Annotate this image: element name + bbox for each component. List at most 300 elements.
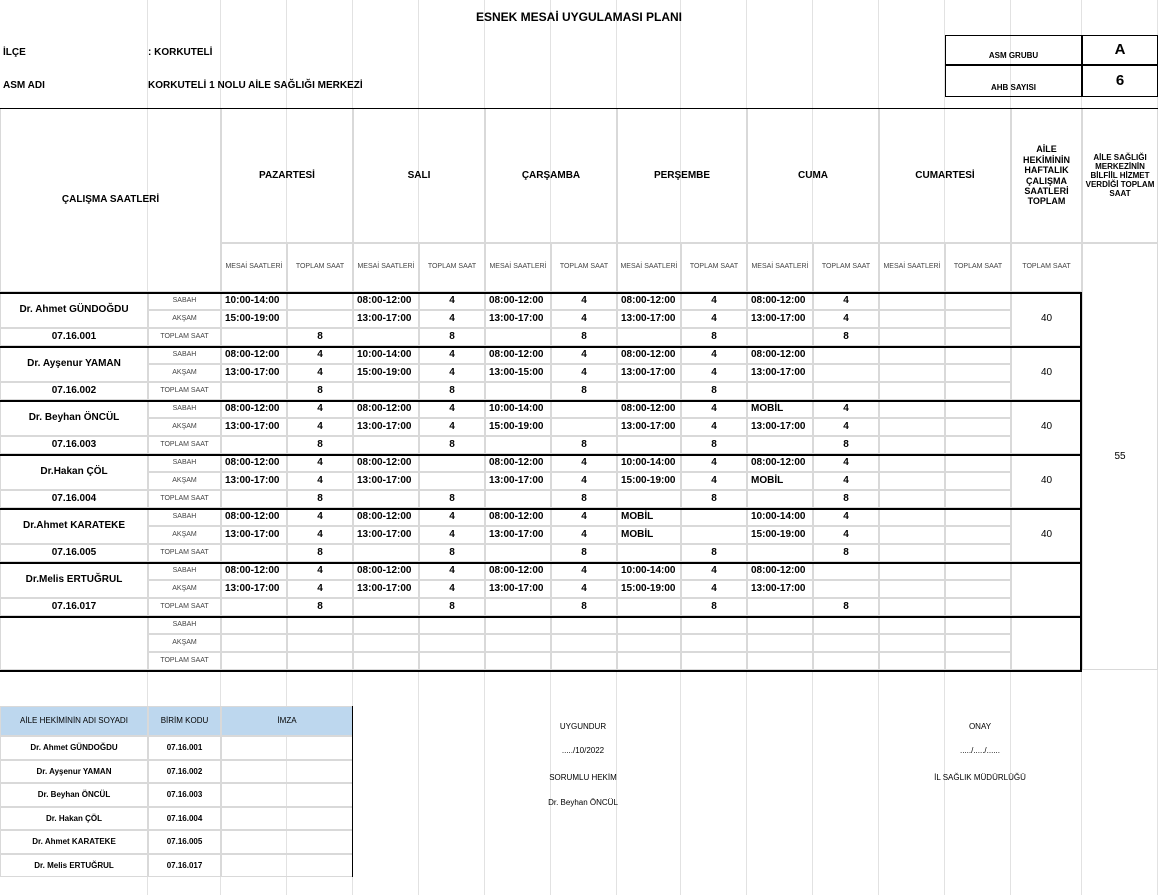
toplam-cell (551, 418, 617, 436)
sig-right-border (352, 706, 353, 877)
mesai-cell: 10:00-14:00 (221, 292, 287, 310)
toplam-cell: 4 (551, 580, 617, 598)
toplam-cell (813, 580, 879, 598)
mesai-cell (353, 598, 419, 616)
toplam-cell (945, 400, 1011, 418)
mesai-cell: 10:00-14:00 (353, 346, 419, 364)
mesai-cell (879, 526, 945, 544)
row-label-aksam: AKŞAM (148, 526, 221, 544)
sig-doctor-code: 07.16.002 (148, 760, 221, 784)
toplam-cell: 4 (681, 418, 747, 436)
mesai-cell: 08:00-12:00 (221, 508, 287, 526)
toplam-cell: 4 (681, 562, 747, 580)
toplam-cell: 4 (813, 400, 879, 418)
toplam-cell: 4 (681, 346, 747, 364)
empty-cell (485, 616, 551, 634)
mesai-cell: 13:00-17:00 (353, 526, 419, 544)
weekly-toplam-saat-header: TOPLAM SAAT (1011, 243, 1082, 292)
mesai-cell: 13:00-17:00 (353, 310, 419, 328)
toplam-cell: 8 (813, 328, 879, 346)
empty-cell (221, 616, 287, 634)
empty-cell (879, 616, 945, 634)
empty-cell (747, 616, 813, 634)
empty-cell (681, 652, 747, 670)
toplam-cell (287, 292, 353, 310)
table-bottom-border (0, 670, 1082, 672)
toplam-cell: 4 (813, 526, 879, 544)
toplam-cell (945, 382, 1011, 400)
day-header: SALI (353, 108, 485, 243)
toplam-cell: 4 (813, 454, 879, 472)
mesai-cell: 13:00-17:00 (617, 310, 681, 328)
mesai-cell (221, 328, 287, 346)
toplam-cell: 4 (287, 400, 353, 418)
empty-cell (813, 616, 879, 634)
empty-cell (353, 634, 419, 652)
empty-cell (287, 634, 353, 652)
doctor-code: 07.16.001 (0, 328, 148, 346)
sig-imza-cell (221, 807, 353, 831)
mesai-cell (617, 490, 681, 508)
doctor-code: 07.16.017 (0, 598, 148, 616)
toplam-cell (945, 562, 1011, 580)
toplam-cell (551, 400, 617, 418)
toplam-cell (945, 598, 1011, 616)
empty-cell (221, 634, 287, 652)
mesai-cell (879, 346, 945, 364)
empty-cell (353, 652, 419, 670)
mesai-cell: 08:00-12:00 (485, 562, 551, 580)
mesai-cell (353, 436, 419, 454)
mesai-cell: 08:00-12:00 (221, 400, 287, 418)
row-label-sabah: SABAH (148, 508, 221, 526)
toplam-cell: 8 (419, 598, 485, 616)
toplam-cell: 4 (287, 364, 353, 382)
empty-cell (617, 634, 681, 652)
ahb-sayisi-value: 6 (1082, 65, 1158, 97)
toplam-cell: 4 (551, 310, 617, 328)
toplam-cell (945, 418, 1011, 436)
mesai-cell (353, 382, 419, 400)
mesai-saatleri-header: MESAİ SAATLERİ (879, 243, 945, 292)
empty-weekly (1011, 616, 1082, 670)
toplam-cell: 8 (681, 382, 747, 400)
toplam-cell (945, 436, 1011, 454)
mesai-cell: 13:00-17:00 (221, 418, 287, 436)
toplam-cell (681, 526, 747, 544)
row-label-sabah: SABAH (148, 400, 221, 418)
toplam-cell: 8 (419, 544, 485, 562)
sig-doctor-name: Dr. Melis ERTUĞRUL (0, 854, 148, 878)
table-right-border (1080, 292, 1082, 670)
empty-block-border (0, 616, 1082, 618)
mesai-cell: 13:00-17:00 (353, 472, 419, 490)
mesai-saatleri-header: MESAİ SAATLERİ (617, 243, 681, 292)
toplam-cell: 8 (551, 382, 617, 400)
doctor-block-border (0, 400, 1082, 402)
toplam-cell: 8 (813, 598, 879, 616)
toplam-cell: 4 (681, 364, 747, 382)
mesai-cell (879, 508, 945, 526)
mesai-cell (747, 328, 813, 346)
mesai-cell (879, 292, 945, 310)
mesai-cell (747, 436, 813, 454)
toplam-cell: 4 (551, 454, 617, 472)
weekly-total-value (1011, 562, 1082, 616)
toplam-cell: 4 (551, 472, 617, 490)
toplam-cell (945, 580, 1011, 598)
mesai-cell (879, 328, 945, 346)
doctor-code: 07.16.002 (0, 382, 148, 400)
mesai-cell: 08:00-12:00 (221, 346, 287, 364)
empty-cell (221, 652, 287, 670)
day-header: CUMARTESİ (879, 108, 1011, 243)
toplam-cell: 4 (681, 580, 747, 598)
toplam-cell: 4 (287, 562, 353, 580)
row-label-aksam: AKŞAM (148, 634, 221, 652)
mesai-cell: 08:00-12:00 (221, 454, 287, 472)
toplam-cell: 4 (681, 292, 747, 310)
row-label-toplam: TOPLAM SAAT (148, 652, 221, 670)
empty-cell (485, 634, 551, 652)
toplam-cell: 4 (813, 508, 879, 526)
mesai-cell (747, 382, 813, 400)
toplam-cell (681, 508, 747, 526)
day-header: PERŞEMBE (617, 108, 747, 243)
toplam-cell (287, 310, 353, 328)
toplam-cell: 8 (681, 490, 747, 508)
mesai-cell (747, 598, 813, 616)
mesai-cell: 13:00-17:00 (353, 418, 419, 436)
center-total-header: AİLE SAĞLIĞI MERKEZİNİN BİLFİİL HİZMET VERDİĞİ TOPLAM SAAT (1082, 108, 1158, 243)
calisma-saatleri-header: ÇALIŞMA SAATLERİ (0, 108, 221, 292)
row-label-aksam: AKŞAM (148, 310, 221, 328)
row-label-toplam: TOPLAM SAAT (148, 382, 221, 400)
asm-adi-label: ASM ADI (3, 80, 45, 92)
empty-cell (747, 652, 813, 670)
mesai-cell (879, 310, 945, 328)
empty-cell (419, 652, 485, 670)
mesai-cell: 08:00-12:00 (617, 400, 681, 418)
mesai-cell (221, 598, 287, 616)
toplam-saat-header: TOPLAM SAAT (551, 243, 617, 292)
weekly-total-header: AİLE HEKİMİNİN HAFTALIK ÇALIŞMA SAATLERİ TOPLAM (1011, 108, 1082, 243)
toplam-cell: 4 (419, 292, 485, 310)
mesai-cell: 08:00-12:00 (353, 454, 419, 472)
toplam-cell: 8 (287, 598, 353, 616)
day-header: ÇARŞAMBA (485, 108, 617, 243)
empty-cell (617, 652, 681, 670)
mesai-cell (485, 328, 551, 346)
doctor-name: Dr. Ayşenur YAMAN (0, 346, 148, 382)
doctor-block-border (0, 508, 1082, 510)
toplam-cell: 4 (419, 418, 485, 436)
toplam-cell: 4 (287, 472, 353, 490)
doctor-code: 07.16.003 (0, 436, 148, 454)
mesai-cell: 08:00-12:00 (747, 346, 813, 364)
mesai-cell (221, 382, 287, 400)
mesai-cell: 10:00-14:00 (747, 508, 813, 526)
mesai-cell (879, 454, 945, 472)
empty-cell (681, 616, 747, 634)
toplam-cell: 4 (419, 562, 485, 580)
row-label-toplam: TOPLAM SAAT (148, 328, 221, 346)
row-label-aksam: AKŞAM (148, 418, 221, 436)
sig-doctor-name: Dr. Ahmet KARATEKE (0, 830, 148, 854)
toplam-cell (945, 346, 1011, 364)
toplam-cell (945, 490, 1011, 508)
mesai-cell: 13:00-17:00 (353, 580, 419, 598)
empty-name-block (0, 616, 148, 670)
row-label-sabah: SABAH (148, 346, 221, 364)
mesai-saatleri-header: MESAİ SAATLERİ (353, 243, 419, 292)
mesai-cell: 08:00-12:00 (485, 292, 551, 310)
toplam-saat-header: TOPLAM SAAT (287, 243, 353, 292)
sig-imza-cell (221, 760, 353, 784)
sig-imza-cell (221, 830, 353, 854)
toplam-cell (945, 544, 1011, 562)
mesai-cell (879, 418, 945, 436)
doctor-name: Dr.Melis ERTUĞRUL (0, 562, 148, 598)
row-label-aksam: AKŞAM (148, 580, 221, 598)
mesai-cell: 15:00-19:00 (617, 580, 681, 598)
toplam-cell: 8 (681, 598, 747, 616)
mesai-cell: 08:00-12:00 (747, 292, 813, 310)
toplam-cell: 4 (419, 346, 485, 364)
onay-label: ONAY (968, 722, 992, 732)
mesai-cell (747, 490, 813, 508)
sig-header-imza: İMZA (221, 706, 353, 736)
toplam-cell: 8 (551, 328, 617, 346)
sig-doctor-code: 07.16.001 (148, 736, 221, 760)
toplam-cell: 8 (551, 436, 617, 454)
mesai-cell: MOBİL (617, 526, 681, 544)
empty-cell (813, 652, 879, 670)
mesai-cell: 13:00-17:00 (485, 310, 551, 328)
uygundur-label: UYGUNDUR (559, 722, 607, 732)
mesai-cell: 13:00-17:00 (747, 580, 813, 598)
toplam-cell: 8 (419, 382, 485, 400)
sig-header-code: BİRİM KODU (148, 706, 221, 736)
mesai-cell (747, 544, 813, 562)
mesai-cell (617, 328, 681, 346)
toplam-cell: 8 (551, 490, 617, 508)
sig-doctor-name: Dr. Beyhan ÖNCÜL (0, 783, 148, 807)
toplam-cell: 4 (551, 292, 617, 310)
empty-cell (287, 652, 353, 670)
mesai-cell (879, 580, 945, 598)
mesai-cell: 13:00-17:00 (617, 418, 681, 436)
mesai-cell: 08:00-12:00 (617, 346, 681, 364)
table-top-border (0, 108, 1158, 109)
mesai-saatleri-header: MESAİ SAATLERİ (221, 243, 287, 292)
sig-imza-cell (221, 783, 353, 807)
mesai-cell: 08:00-12:00 (353, 562, 419, 580)
sig-doctor-code: 07.16.003 (148, 783, 221, 807)
empty-cell (879, 652, 945, 670)
toplam-cell (419, 454, 485, 472)
mesai-cell (617, 382, 681, 400)
empty-cell (945, 652, 1011, 670)
mesai-cell (485, 436, 551, 454)
row-label-aksam: AKŞAM (148, 472, 221, 490)
empty-cell (287, 616, 353, 634)
il-saglik-label: İL SAĞLIK MÜDÜRLÜĞÜ (934, 773, 1026, 783)
mesai-cell: 08:00-12:00 (353, 292, 419, 310)
ahb-sayisi-label: AHB SAYISI (945, 65, 1082, 97)
sig-doctor-code: 07.16.017 (148, 854, 221, 878)
mesai-cell: 13:00-17:00 (221, 580, 287, 598)
mesai-cell: 08:00-12:00 (485, 346, 551, 364)
toplam-cell: 4 (287, 580, 353, 598)
asm-adi-value: KORKUTELİ 1 NOLU AİLE SAĞLIĞI MERKEZİ (148, 80, 363, 92)
mesai-cell: 13:00-17:00 (747, 310, 813, 328)
toplam-cell: 4 (551, 346, 617, 364)
mesai-cell: 08:00-12:00 (617, 292, 681, 310)
toplam-cell: 4 (419, 400, 485, 418)
mesai-cell: 10:00-14:00 (617, 454, 681, 472)
toplam-cell (813, 346, 879, 364)
empty-cell (551, 634, 617, 652)
toplam-cell: 4 (551, 508, 617, 526)
empty-cell (419, 616, 485, 634)
mesai-cell (485, 598, 551, 616)
toplam-cell: 4 (551, 526, 617, 544)
weekly-total-value: 40 (1011, 454, 1082, 508)
doctor-name: Dr. Beyhan ÖNCÜL (0, 400, 148, 436)
empty-cell (945, 616, 1011, 634)
row-label-toplam: TOPLAM SAAT (148, 490, 221, 508)
mesai-cell: 08:00-12:00 (353, 400, 419, 418)
empty-cell (813, 634, 879, 652)
toplam-cell (945, 508, 1011, 526)
day-header: PAZARTESİ (221, 108, 353, 243)
mesai-cell (879, 382, 945, 400)
toplam-cell: 4 (681, 400, 747, 418)
center-total-value: 55 (1082, 243, 1158, 670)
mesai-cell: 13:00-17:00 (617, 364, 681, 382)
mesai-cell: 13:00-17:00 (221, 526, 287, 544)
toplam-saat-header: TOPLAM SAAT (419, 243, 485, 292)
row-label-toplam: TOPLAM SAAT (148, 436, 221, 454)
mesai-cell (617, 436, 681, 454)
mesai-cell (221, 544, 287, 562)
mesai-cell (879, 436, 945, 454)
empty-cell (747, 634, 813, 652)
toplam-cell: 8 (681, 328, 747, 346)
toplam-cell: 4 (287, 346, 353, 364)
mesai-cell (353, 544, 419, 562)
toplam-cell (945, 292, 1011, 310)
mesai-cell (617, 598, 681, 616)
doctor-name: Dr. Ahmet GÜNDOĞDU (0, 292, 148, 328)
toplam-cell: 8 (551, 544, 617, 562)
mesai-cell: 13:00-17:00 (485, 472, 551, 490)
toplam-cell: 4 (813, 310, 879, 328)
mesai-cell (221, 436, 287, 454)
mesai-cell: 13:00-17:00 (221, 472, 287, 490)
mesai-cell: 10:00-14:00 (617, 562, 681, 580)
mesai-cell: 13:00-15:00 (485, 364, 551, 382)
mesai-cell: 13:00-17:00 (747, 418, 813, 436)
mesai-cell: MOBİL (747, 400, 813, 418)
toplam-cell: 4 (287, 526, 353, 544)
mesai-cell: MOBİL (747, 472, 813, 490)
empty-cell (945, 634, 1011, 652)
weekly-total-value: 40 (1011, 292, 1082, 346)
mesai-cell: 08:00-12:00 (485, 454, 551, 472)
mesai-cell (879, 562, 945, 580)
toplam-cell: 8 (551, 598, 617, 616)
ilce-label: İLÇE (3, 47, 26, 59)
toplam-cell: 8 (419, 490, 485, 508)
toplam-cell: 4 (419, 310, 485, 328)
page-title: ESNEK MESAİ UYGULAMASI PLANI (475, 10, 682, 25)
sig-imza-cell (221, 736, 353, 760)
row-label-sabah: SABAH (148, 562, 221, 580)
toplam-cell: 4 (287, 508, 353, 526)
toplam-cell: 4 (813, 292, 879, 310)
empty-cell (485, 652, 551, 670)
doctor-code: 07.16.004 (0, 490, 148, 508)
toplam-cell: 4 (419, 364, 485, 382)
mesai-cell: MOBİL (617, 508, 681, 526)
row-label-toplam: TOPLAM SAAT (148, 598, 221, 616)
toplam-cell (945, 310, 1011, 328)
mesai-cell: 15:00-19:00 (617, 472, 681, 490)
toplam-cell: 8 (419, 328, 485, 346)
toplam-cell: 4 (287, 418, 353, 436)
doctor-code: 07.16.005 (0, 544, 148, 562)
row-label-aksam: AKŞAM (148, 364, 221, 382)
mesai-cell: 10:00-14:00 (485, 400, 551, 418)
mesai-cell (879, 598, 945, 616)
empty-cell (879, 634, 945, 652)
doctor-block-border (0, 292, 1082, 294)
sig-doctor-name: Dr. Ahmet GÜNDOĞDU (0, 736, 148, 760)
sig-imza-cell (221, 854, 353, 878)
toplam-cell: 8 (287, 436, 353, 454)
mesai-cell (221, 490, 287, 508)
toplam-cell: 8 (813, 436, 879, 454)
doctor-block-border (0, 346, 1082, 348)
mesai-cell (879, 490, 945, 508)
mesai-saatleri-header: MESAİ SAATLERİ (485, 243, 551, 292)
toplam-cell: 8 (419, 436, 485, 454)
row-label-sabah: SABAH (148, 454, 221, 472)
doctor-name: Dr.Hakan ÇÖL (0, 454, 148, 490)
mesai-cell (879, 544, 945, 562)
toplam-cell: 4 (419, 580, 485, 598)
row-label-toplam: TOPLAM SAAT (148, 544, 221, 562)
toplam-saat-header: TOPLAM SAAT (681, 243, 747, 292)
mesai-cell: 08:00-12:00 (221, 562, 287, 580)
sig-doctor-name: Dr. Hakan ÇÖL (0, 807, 148, 831)
toplam-cell (813, 382, 879, 400)
toplam-cell: 8 (813, 490, 879, 508)
toplam-cell (813, 364, 879, 382)
mesai-cell: 15:00-19:00 (485, 418, 551, 436)
day-header: CUMA (747, 108, 879, 243)
mesai-cell (485, 490, 551, 508)
toplam-cell: 4 (551, 364, 617, 382)
sig-doctor-name: Dr. Ayşenur YAMAN (0, 760, 148, 784)
toplam-cell (945, 472, 1011, 490)
toplam-cell: 4 (551, 562, 617, 580)
weekly-total-value: 40 (1011, 346, 1082, 400)
toplam-cell (945, 454, 1011, 472)
onay-date: ...../...../...... (959, 746, 1000, 756)
